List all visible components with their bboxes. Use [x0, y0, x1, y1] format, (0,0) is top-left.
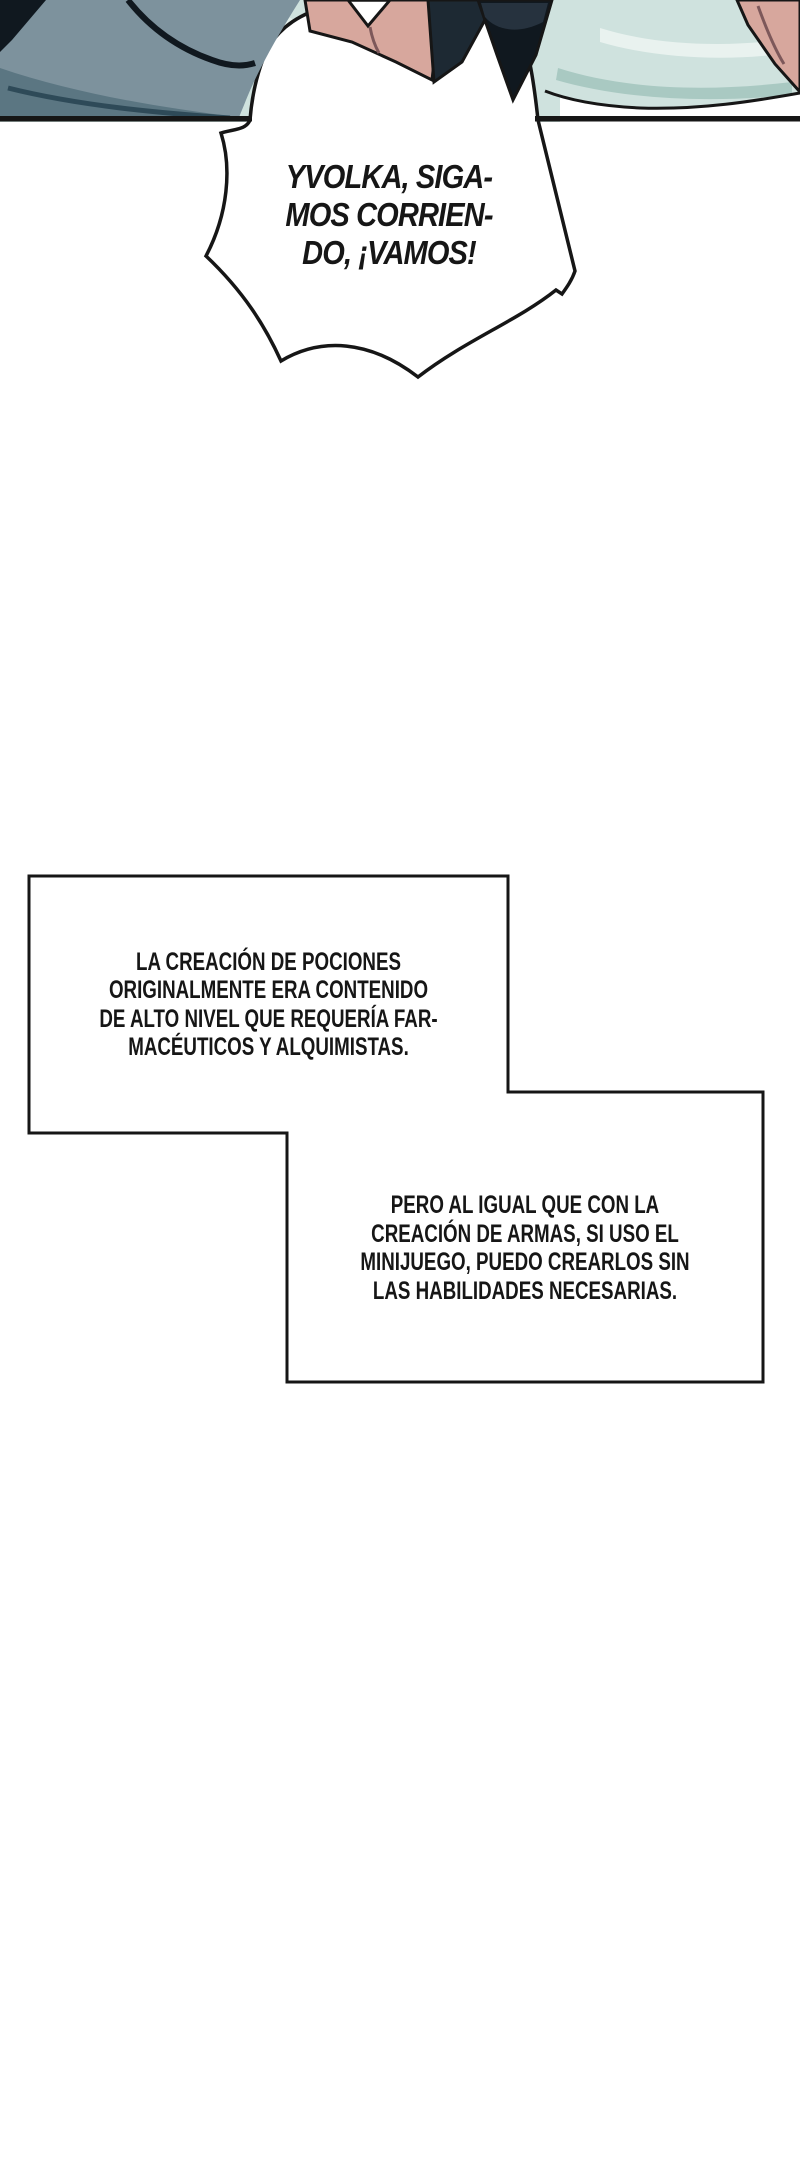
- caption-box-2-text: [347, 1191, 704, 1305]
- caption-box-1-text: [89, 948, 448, 1062]
- caption-line: DE ALTO NIVEL QUE REQUERÍA FAR-: [99, 1004, 438, 1033]
- speech-bubble-text: [248, 158, 530, 272]
- caption-line: ORIGINALMENTE ERA CONTENIDO: [108, 976, 429, 1004]
- caption-line: LA CREACIÓN DE POCIONES: [136, 947, 401, 976]
- panel-border-left: [0, 116, 252, 122]
- speech-bubble-line: YVOLKA, SIGA-: [285, 158, 493, 195]
- caption-box-2: [287, 1092, 763, 1382]
- caption-line: MINIJUEGO, PUEDO CREARLOS SIN: [360, 1248, 690, 1276]
- caption-line: MACÉUTICOS Y ALQUIMISTAS.: [128, 1033, 409, 1061]
- caption-line: LAS HABILIDADES NECESARIAS.: [372, 1276, 678, 1305]
- caption-line: PERO AL IGUAL QUE CON LA: [390, 1191, 660, 1219]
- speech-bubble-line: DO, ¡VAMOS!: [302, 234, 476, 271]
- panel-border-right: [535, 116, 800, 122]
- speech-bubble-line: MOS CORRIEN-: [285, 196, 493, 233]
- caption-line: CREACIÓN DE ARMAS, SI USO EL: [371, 1219, 679, 1248]
